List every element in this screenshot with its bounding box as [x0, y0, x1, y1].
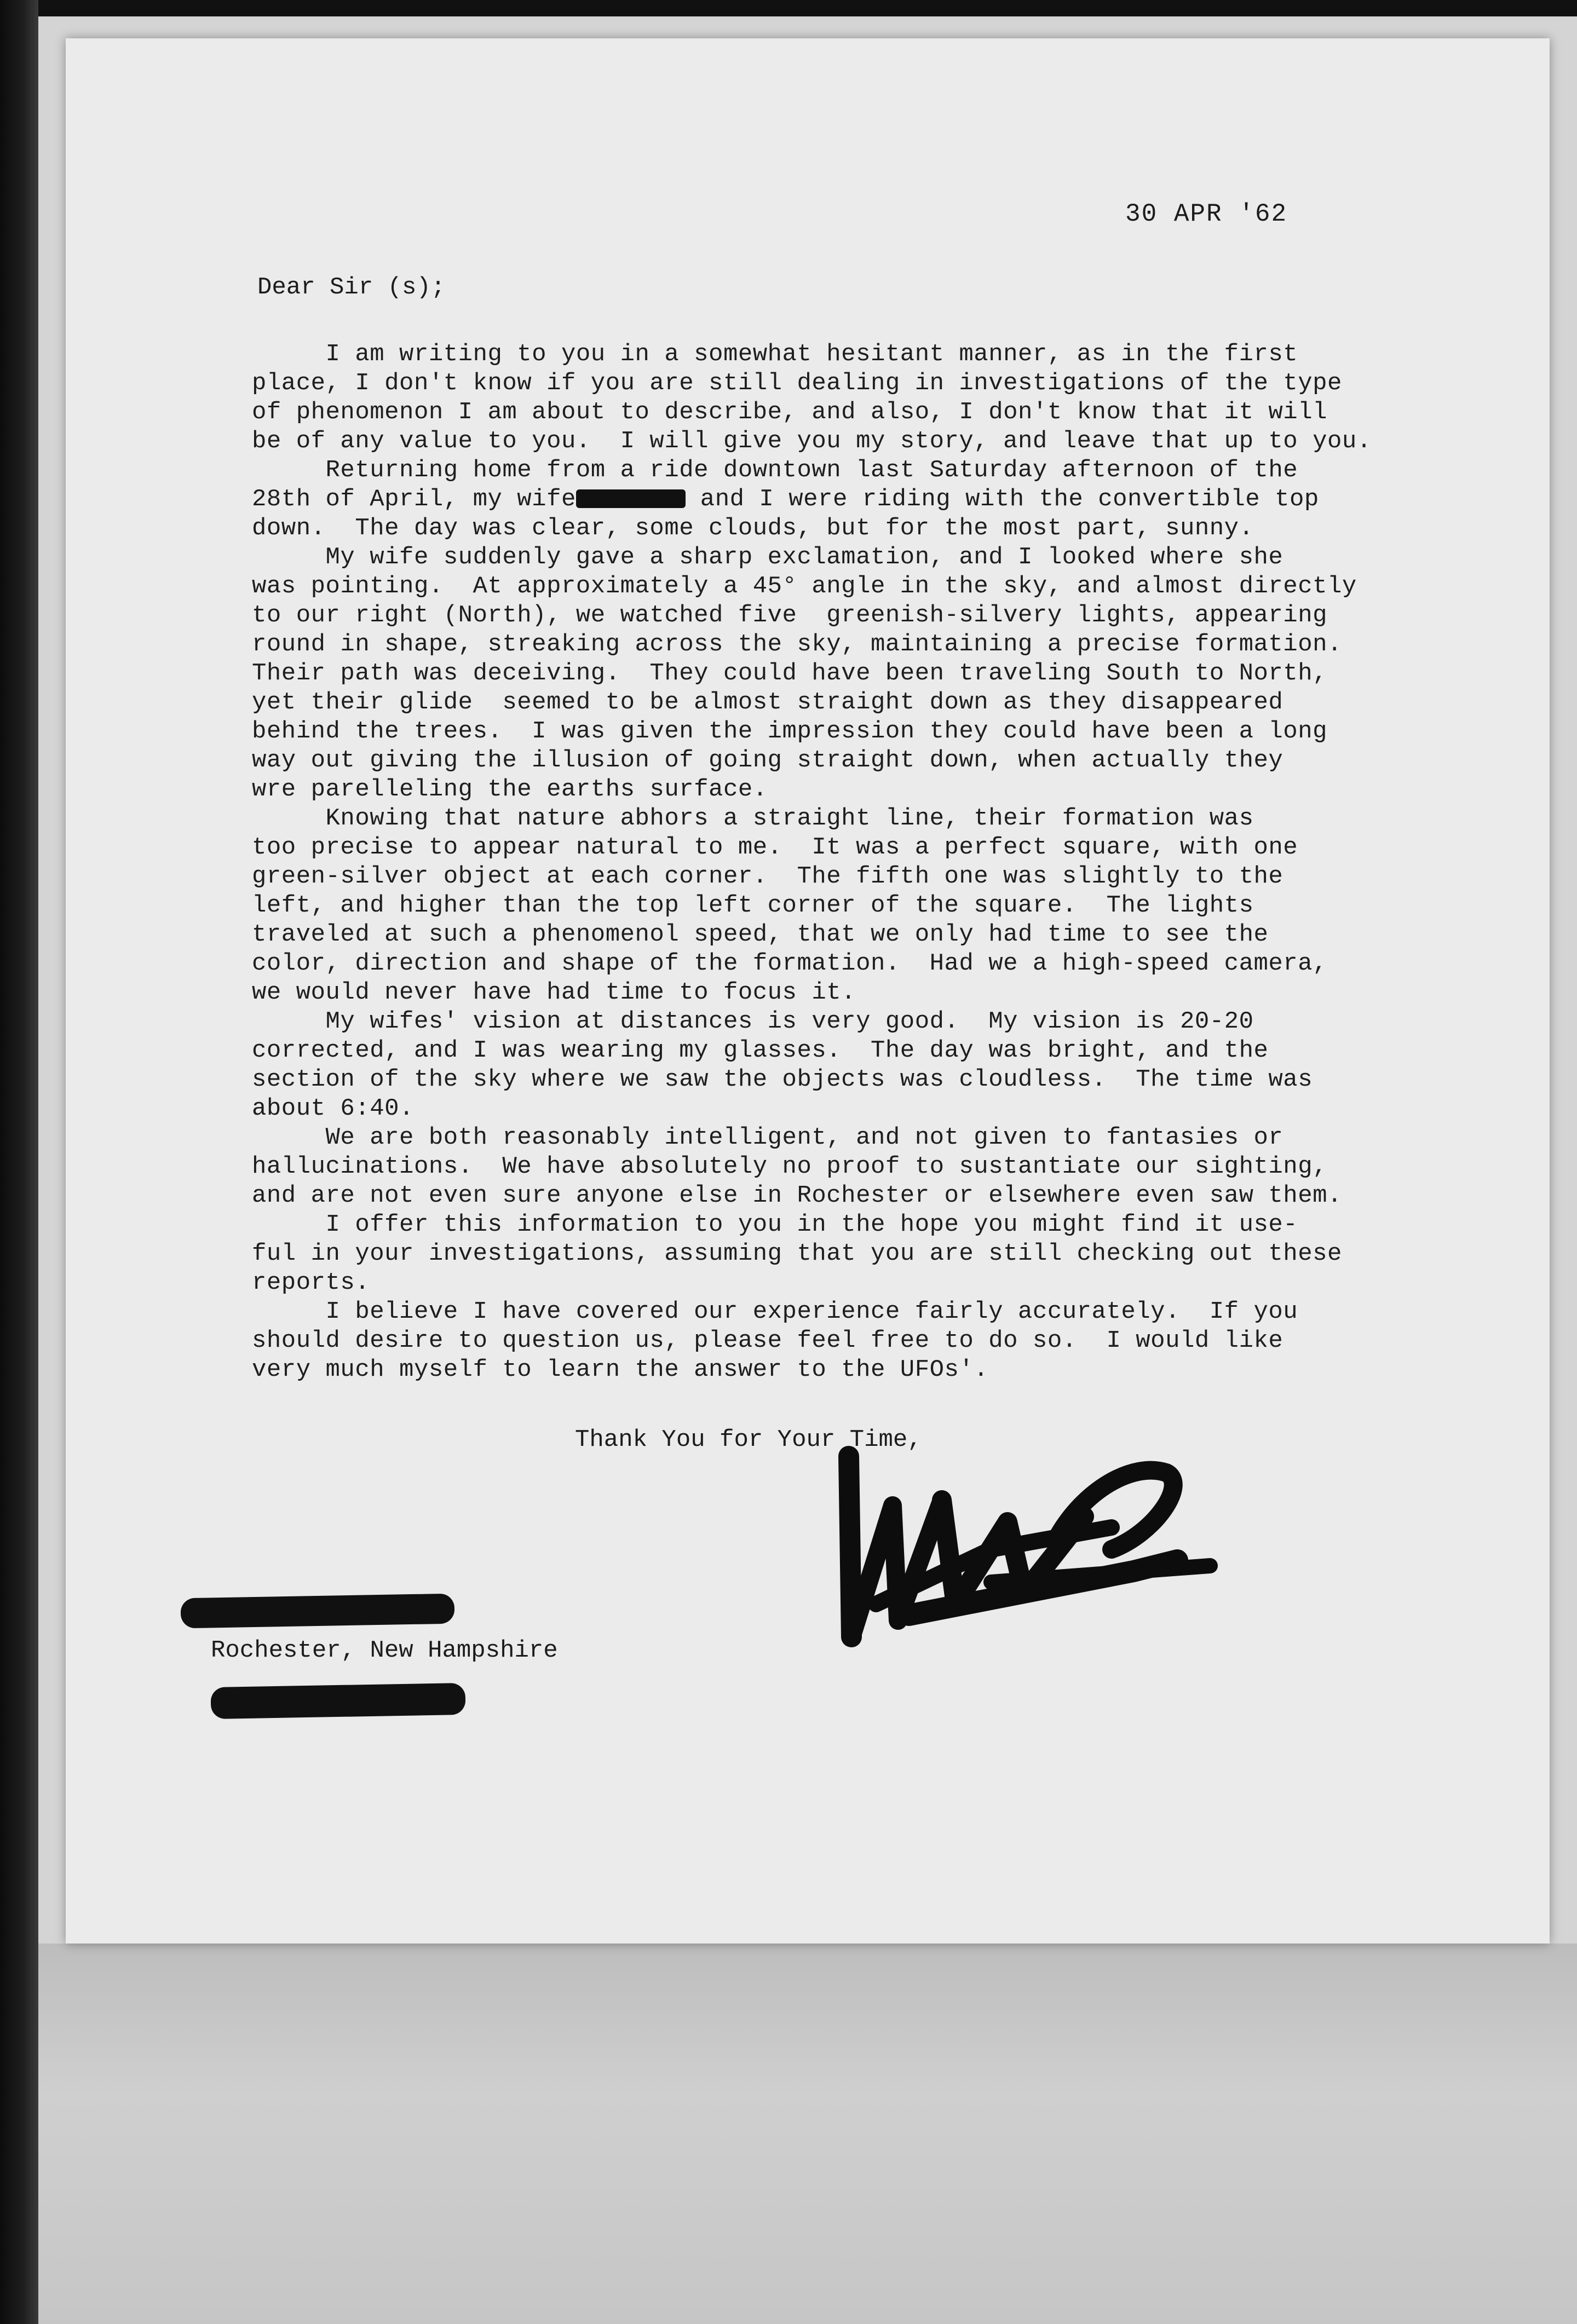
body-line-start: 28th of April, my wife — [252, 486, 576, 513]
body-line: Returning home from a ride downtown last Saturday afternoon of the — [252, 457, 1298, 484]
letter-date: 30 APR '62 — [1125, 200, 1288, 228]
body-line: down. The day was clear, some clouds, but for the most part, sunny. — [252, 515, 1254, 542]
film-border-top — [0, 0, 1577, 16]
closing-line: Thank You for Your Time, — [575, 1426, 922, 1454]
body-line: We are both reasonably intelligent, and not given to fantasies or — [252, 1124, 1284, 1151]
redaction-name — [181, 1594, 455, 1629]
body-line: place, I don't know if you are still dealing in investigations of the type — [252, 370, 1342, 397]
body-line: left, and higher than the top left corner of the square. The lights — [252, 892, 1254, 919]
scan-background — [38, 1944, 1577, 2324]
body-line: behind the trees. I was given the impression they could have been a long — [252, 718, 1328, 745]
body-line: My wifes' vision at distances is very good. My vision is 20-20 — [252, 1008, 1254, 1035]
body-line: be of any value to you. I will give you my story, and leave that up to you. — [252, 428, 1372, 455]
body-line: Knowing that nature abhors a straight line, their formation was — [252, 805, 1254, 832]
body-line: round in shape, streaking across the sky, maintaining a precise formation. — [252, 631, 1342, 658]
salutation: Dear Sir (s); — [257, 274, 446, 301]
body-line: way out giving the illusion of going straight down, when actually they — [252, 747, 1284, 774]
body-line: section of the sky where we saw the objects was cloudless. The time was — [252, 1066, 1313, 1093]
body-line: should desire to question us, please feel free to do so. I would like — [252, 1327, 1284, 1354]
body-line: I believe I have covered our experience fairly accurately. If you — [252, 1298, 1298, 1325]
body-line: was pointing. At approximately a 45° angle in the sky, and almost directly — [252, 573, 1357, 600]
body-line: I offer this information to you in the hope you might find it use- — [252, 1211, 1298, 1238]
body-line: too precise to appear natural to me. It was a perfect square, with one — [252, 834, 1298, 861]
body-line: and are not even sure anyone else in Rochester or elsewhere even saw them. — [252, 1182, 1342, 1209]
body-line: traveled at such a phenomenol speed, that we only had time to see the — [252, 921, 1269, 948]
body-line: Their path was deceiving. They could have been traveling South to North, — [252, 660, 1328, 687]
body-line: very much myself to learn the answer to the UFOs'. — [252, 1356, 989, 1383]
body-line: yet their glide seemed to be almost straight down as they disappeared — [252, 689, 1284, 716]
body-line: ful in your investigations, assuming that you are still checking out these — [252, 1240, 1342, 1267]
body-line-end: and I were riding with the convertible top — [685, 486, 1319, 513]
body-line: corrected, and I was wearing my glasses. The day was bright, and the — [252, 1037, 1269, 1064]
body-line: to our right (North), we watched five greenish-silvery lights, appearing — [252, 602, 1328, 629]
redaction-address — [211, 1683, 466, 1719]
body-line: I am writing to you in a somewhat hesitant manner, as in the first — [252, 341, 1298, 368]
body-line: hallucinations. We have absolutely no proof to sustantiate our sighting, — [252, 1153, 1328, 1180]
body-line: reports. — [252, 1269, 370, 1296]
redaction-wife-name — [576, 489, 686, 508]
body-line-with-redaction — [252, 487, 1319, 511]
body-line: wre parelleling the earths surface. — [252, 776, 768, 803]
sender-city: Rochester, New Hampshire — [211, 1637, 558, 1664]
body-line: color, direction and shape of the formation. Had we a high-speed camera, — [252, 950, 1328, 977]
body-line: of phenomenon I am about to describe, and also, I don't know that it will — [252, 399, 1328, 426]
body-line: about 6:40. — [252, 1095, 414, 1122]
film-border-left — [0, 0, 38, 2324]
body-line: My wife suddenly gave a sharp exclamation, and I looked where she — [252, 544, 1284, 571]
signature-scribble — [827, 1440, 1232, 1659]
body-line: we would never have had time to focus it. — [252, 979, 856, 1006]
body-line: green-silver object at each corner. The fifth one was slightly to the — [252, 863, 1284, 890]
